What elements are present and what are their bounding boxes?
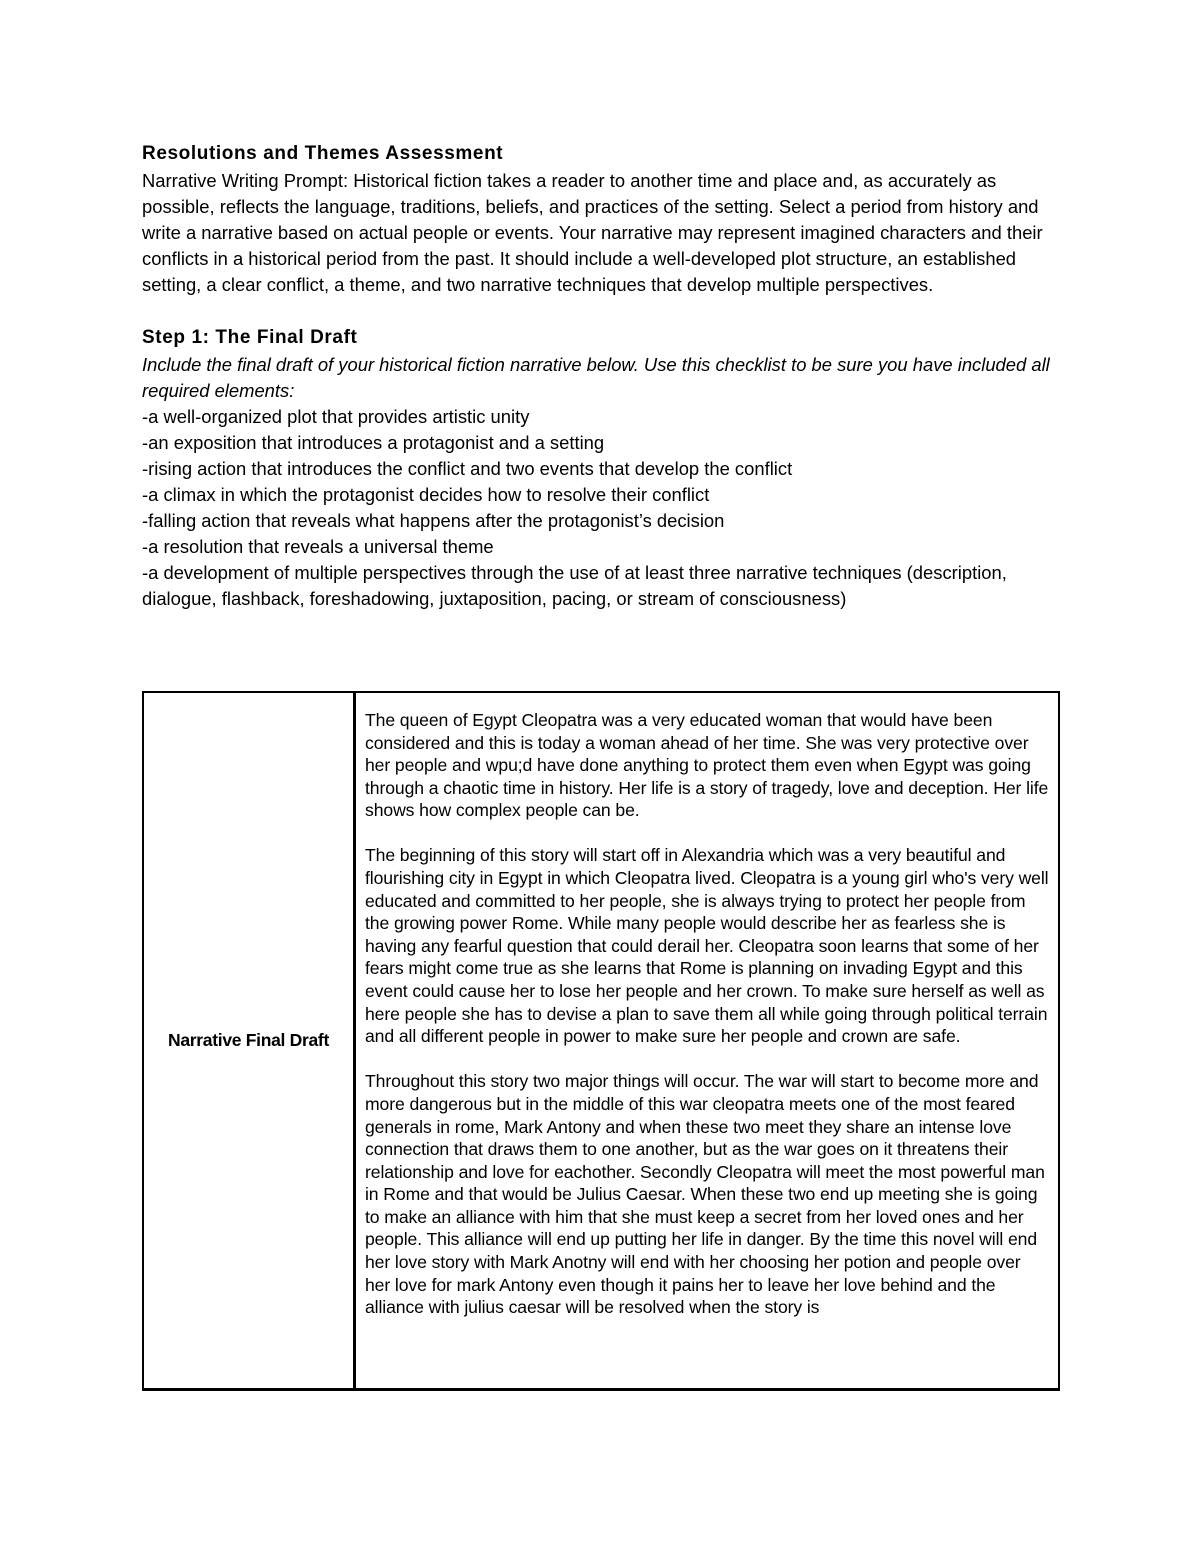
narrative-paragraph: The beginning of this story will start off in Alexandria which was a very beautiful and flourishing city in Egypt in which Cleopatra lived. Cleopatra is a young girl who's very well educated and committed to her people, she is always trying to protect her people from the growing power Rome. While many people would describe her as fearless she is having any fearful question that could derail her. Cleopatra soon learns that some of her fears might come true as she learns that Rome is planning on invading Egypt and this event could cause her to lose her people and her crown. To make sure herself as well as here people she has to devise a plan to save them all while going through political terrain and all different people in power to make sure her people and crown are safe.	[365, 845, 1049, 1047]
step-1-title: Step 1: The Final Draft	[142, 327, 358, 348]
writing-prompt: Narrative Writing Prompt: Historical fiction takes a reader to another time and place and, as accurately as possible, reflects the language, traditions, beliefs, and practices of the setting. Select a period from history and write a narrative based on actual people or events. Your narrative may represent imagined characters and their conflicts in a historical period from the past. It should include a well-developed plot structure, an established setting, a clear conflict, a theme, and two narrative techniques that develop multiple perspectives.	[142, 170, 1043, 295]
step-1-instructions: Include the final draft of your historical fiction narrative below. Use this checklist to be sure you have included all required elements:	[142, 354, 1050, 401]
final-draft-table	[142, 691, 1060, 1391]
checklist-item: -rising action that introduces the conflict and two events that develop the conflict	[142, 458, 793, 479]
table-label-cell	[144, 693, 356, 1388]
narrative-paragraph: Throughout this story two major things will occur. The war will start to become more and more dangerous but in the middle of this war cleopatra meets one of the most feared generals in rome, Mark Antony and when these two meet they share an intense love connection that draws them to one another, but as the war goes on it threatens their relationship and love for eachother. Secondly Cleopatra will meet the most powerful man in Rome and that would be Julius Caesar. When these two end up meeting she is going to make an alliance with him that she must keep a secret from her loved ones and her people. This alliance will end up putting her life in danger. By the time this novel will end her love story with Mark Anotny will end with her choosing her potion and people over her love for mark Antony even though it pains her to leave her love behind and the alliance with julius caesar will be resolved when the story is	[365, 1071, 1045, 1318]
document-page	[142, 140, 1072, 612]
checklist-item: -a well-organized plot that provides artistic unity	[142, 406, 530, 427]
checklist-item: -an exposition that introduces a protagonist and a setting	[142, 432, 605, 453]
checklist-item: -a development of multiple perspectives through the use of at least three narrative techniques (description, dialogue, flashback, foreshadowing, juxtaposition, pacing, or stream of consciousness)	[142, 562, 1007, 609]
checklist-item: -a climax in which the protagonist decides how to resolve their conflict	[142, 484, 710, 505]
table-label: Narrative Final Draft	[168, 1030, 329, 1050]
narrative-paragraph: The queen of Egypt Cleopatra was a very educated woman that would have been considered and this is today a woman ahead of her time. She was very protective over her people and wpu;d have done anything to protect them even when Egypt was going through a chaotic time in history. Her life is a story of tragedy, love and deception. Her life shows how complex people can be.	[365, 710, 1049, 821]
checklist-item: -a resolution that reveals a universal theme	[142, 536, 494, 557]
document-title: Resolutions and Themes Assessment	[142, 143, 504, 164]
narrative-text-cell[interactable]	[356, 693, 1058, 1388]
checklist-item: -falling action that reveals what happens after the protagonist’s decision	[142, 510, 725, 531]
requirements-checklist	[142, 404, 1072, 612]
